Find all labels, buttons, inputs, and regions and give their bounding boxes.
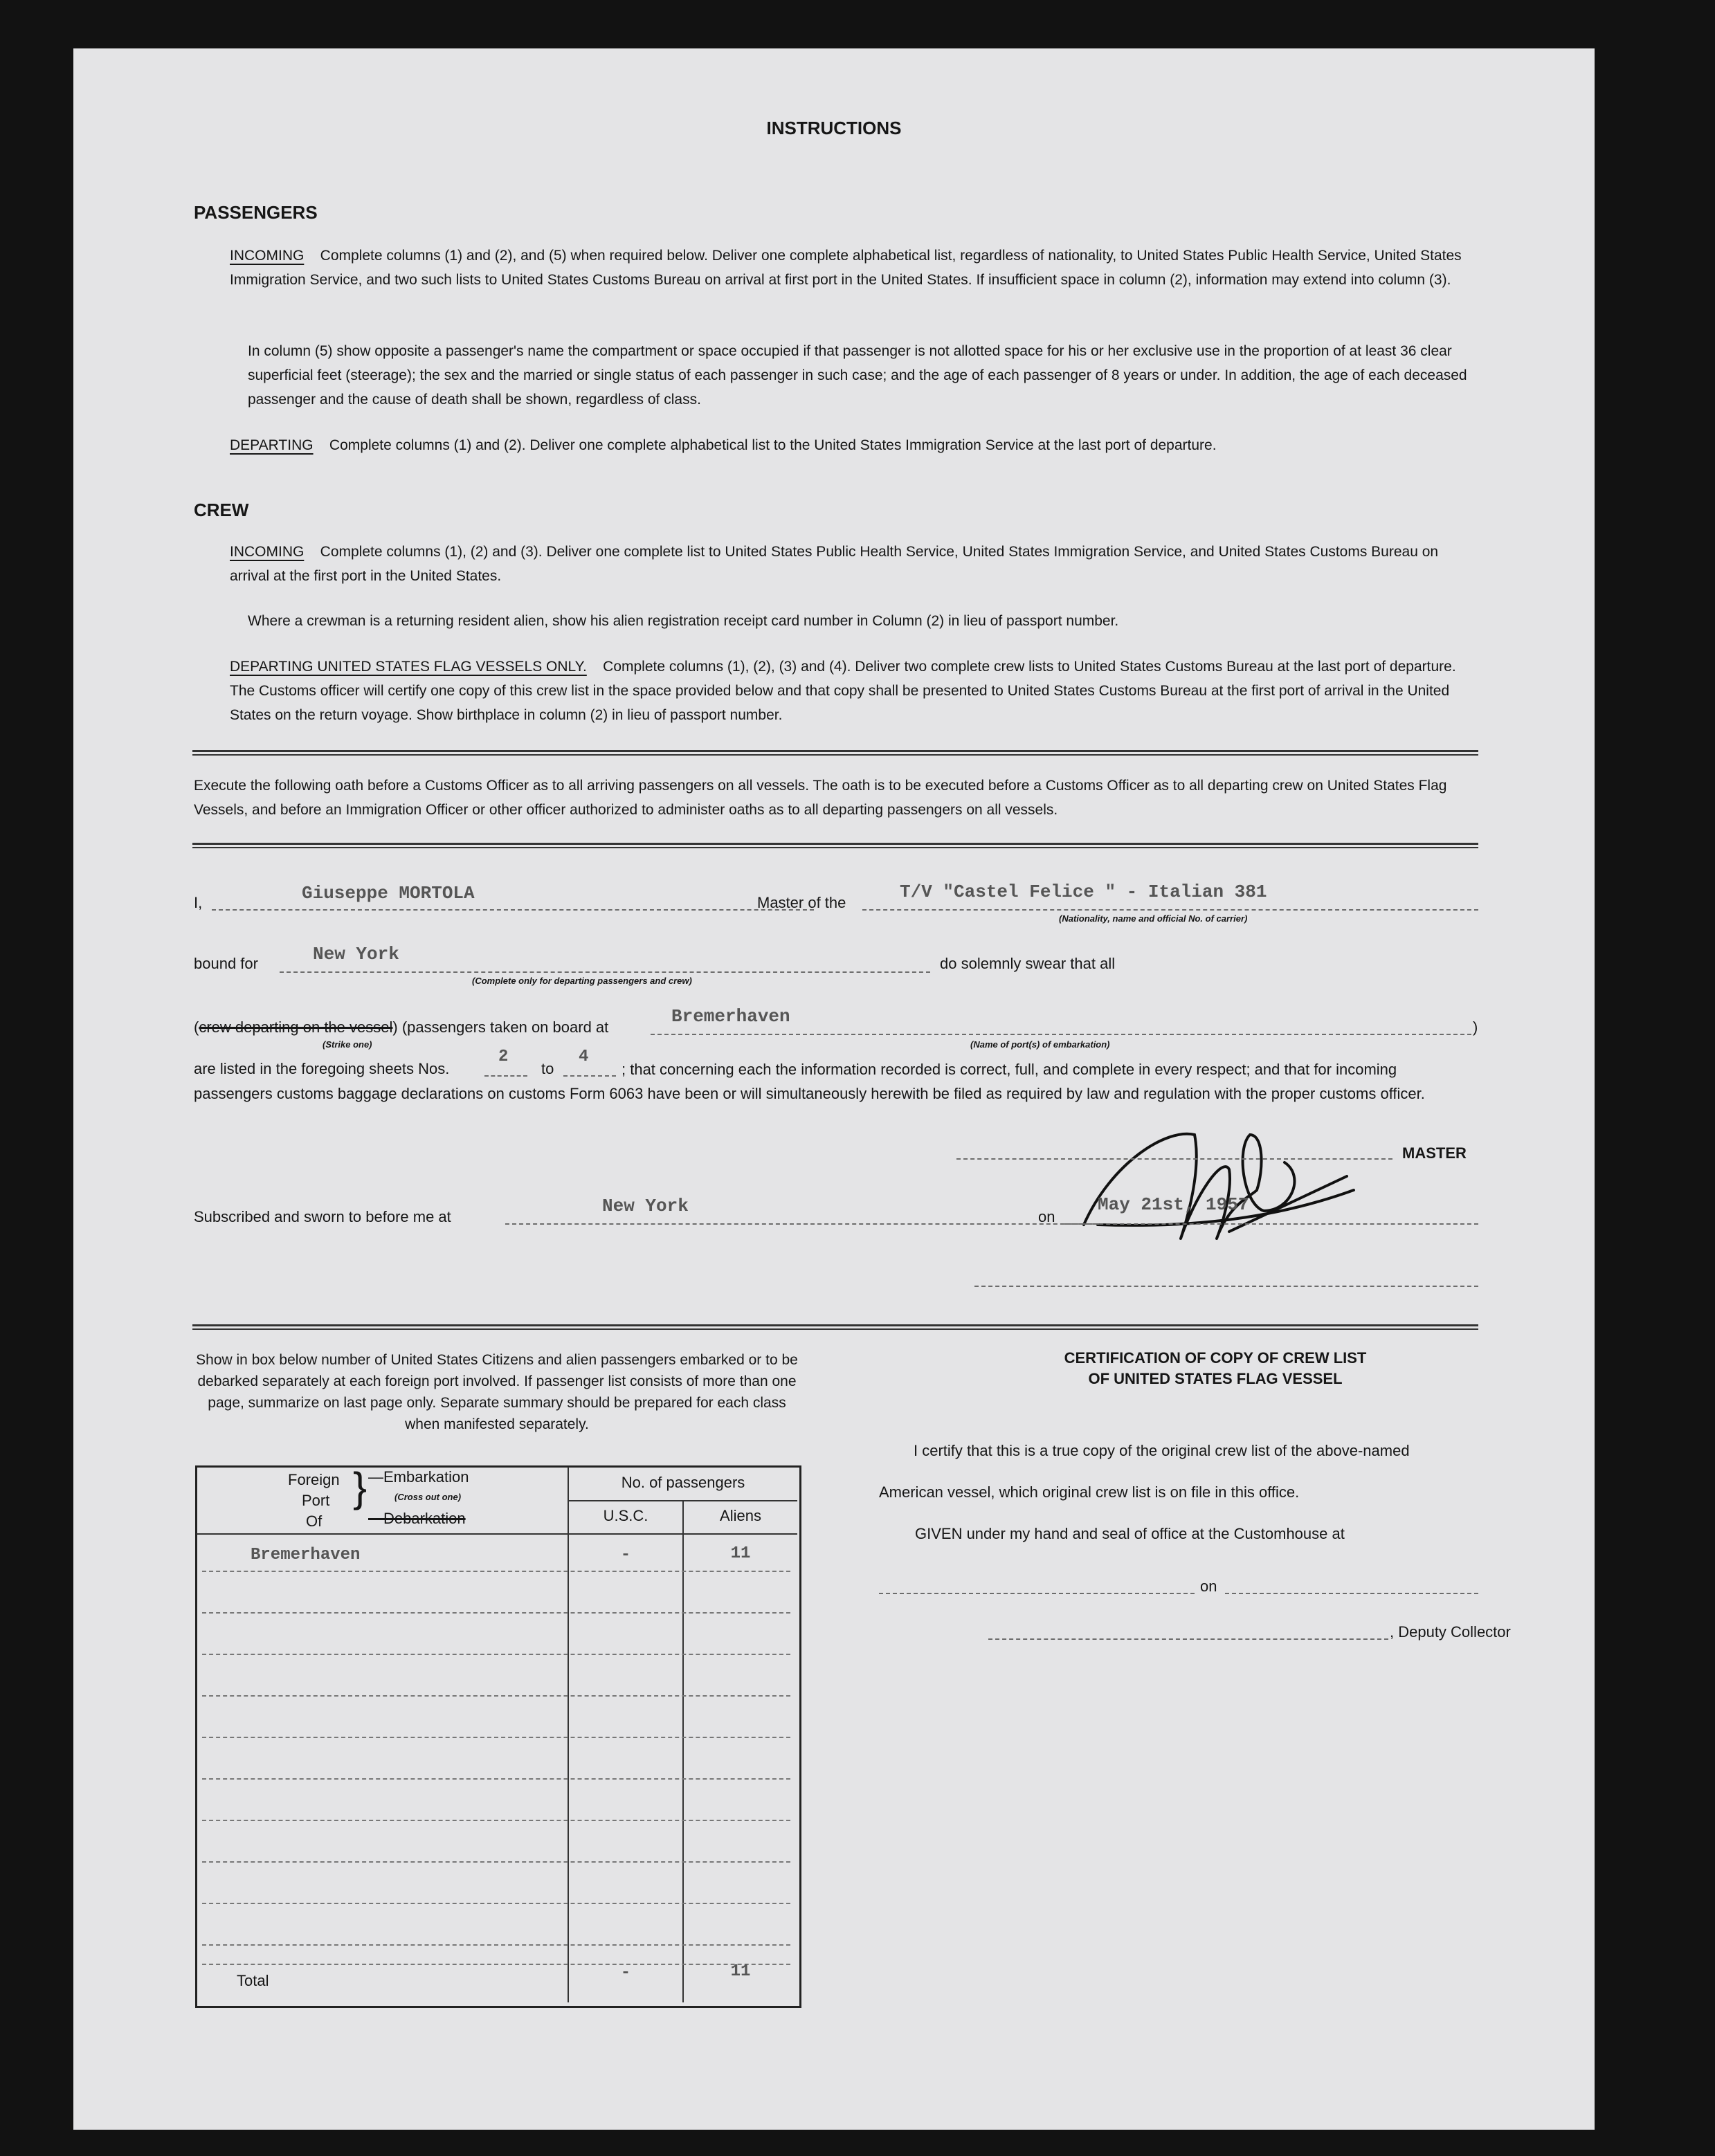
to-label: to bbox=[541, 1060, 554, 1077]
ports-note: (Name of port(s) of embarkation) bbox=[970, 1039, 1110, 1050]
crew-departing-label: DEPARTING UNITED STATES FLAG VESSELS ONLY. bbox=[230, 659, 587, 675]
master-signature bbox=[1056, 1086, 1416, 1266]
sworn-place-value: New York bbox=[602, 1196, 689, 1216]
summary-port: Port bbox=[302, 1492, 330, 1509]
master-label: MASTER bbox=[1402, 1144, 1467, 1162]
summary-subheader-line bbox=[569, 1500, 797, 1501]
certification-line-1: I certify that this is a true copy of the original crew list of the above-named bbox=[914, 1442, 1410, 1459]
sworn-date-line bbox=[1064, 1223, 1478, 1225]
summary-total-aliens: 11 bbox=[730, 1962, 751, 1981]
divider-1 bbox=[192, 750, 1478, 756]
master-signature-line bbox=[956, 1158, 1392, 1160]
summary-row-line bbox=[202, 1903, 790, 1904]
strike-note: (Strike one) bbox=[323, 1039, 372, 1050]
embark-port-line bbox=[651, 1034, 1471, 1035]
summary-usc-header: U.S.C. bbox=[603, 1507, 648, 1524]
summary-debarkation: —Debarkation bbox=[368, 1510, 466, 1527]
certification-date-line bbox=[1225, 1593, 1478, 1594]
bound-note: (Complete only for departing passengers and crew) bbox=[472, 976, 692, 986]
sheet-to-value: 4 bbox=[579, 1048, 589, 1066]
certification-line-3: GIVEN under my hand and seal of office at the Customhouse at bbox=[915, 1525, 1345, 1542]
crew-departing-text: Complete columns (1), (2), (3) and (4). Deliver two complete crew lists to United States Customs Bureau at the last port of departure. The Customs officer will certify one copy of this crew list in the space provided below and that copy shall be presented to United States Customs Bureau at the first port of arrival in the United States on the return voyage. Show birthplace in column (2) in lieu of passport number. bbox=[230, 659, 1456, 723]
summary-instruction: Show in box below number of United States Citizens and alien passengers embarked or to be debarked separately at each foreign port involved. If passenger list consists of more than one page, summarize on last page only. Separate summary should be prepared for each class when manifested separately. bbox=[196, 1352, 798, 1432]
oath-i-label: I, bbox=[194, 894, 203, 911]
certification-line-2: American vessel, which original crew list is on file in this office. bbox=[879, 1483, 1300, 1501]
passengers-incoming-text: Complete columns (1) and (2), and (5) when required below. Deliver one complete alphabetical list, regardless of nationality, to United States Public Health Service, United States Immigration Service, and two such lists to United States Customs Bureau on arrival at first port in the United States. If insufficient space in column (2), information may extend into column (3). bbox=[230, 248, 1462, 288]
passengers-incoming-label: INCOMING bbox=[230, 248, 305, 264]
crew-incoming bbox=[230, 540, 1478, 588]
document-page bbox=[73, 48, 1595, 2130]
sworn-date-value: May 21st, 1957 bbox=[1098, 1194, 1249, 1215]
bound-for-value: New York bbox=[313, 944, 399, 965]
crew-departing bbox=[230, 655, 1478, 727]
passengers-departing-text: Complete columns (1) and (2). Deliver one complete alphabetical list to the United States Immigration Service at the last port of departure. bbox=[329, 437, 1217, 453]
deputy-collector-label: , Deputy Collector bbox=[1390, 1623, 1511, 1641]
sworn-place-line bbox=[505, 1223, 1099, 1225]
summary-aliens-header: Aliens bbox=[720, 1507, 761, 1524]
deputy-signature-line bbox=[988, 1638, 1388, 1640]
summary-row-line bbox=[202, 1612, 790, 1614]
passengers-heading: PASSENGERS bbox=[194, 202, 318, 223]
summary-no-passengers: No. of passengers bbox=[621, 1474, 745, 1491]
sheet-from-value: 2 bbox=[498, 1048, 509, 1066]
crew-passengers-line: (crew departing on the vessel) (passengers taken on board at bbox=[194, 1018, 609, 1036]
divider-3 bbox=[192, 1324, 1478, 1330]
close-paren: ) bbox=[1473, 1018, 1478, 1036]
summary-row-line bbox=[202, 1778, 790, 1780]
bound-for-line bbox=[280, 971, 930, 973]
crew-heading: CREW bbox=[194, 500, 249, 520]
oath-instruction: Execute the following oath before a Customs Officer as to all arriving passengers on all vessels. The oath is to be executed before a Customs Officer as to all departing crew on United States Flag Vessels, and before an Immigration Officer or other officer authorized to administer oaths as to all departing passengers on all vessels. bbox=[194, 778, 1447, 818]
customhouse-line bbox=[879, 1593, 1195, 1594]
summary-brace: } bbox=[353, 1464, 368, 1510]
summary-col-divider-2 bbox=[682, 1500, 684, 2002]
crew-incoming-text: Complete columns (1), (2) and (3). Deliver one complete list to United States Public Health Service, United States Immigration Service, and United States Customs Bureau on arrival at the first port in the United States. bbox=[230, 544, 1439, 584]
bound-for-label: bound for bbox=[194, 955, 258, 972]
master-of-label: Master of the bbox=[757, 894, 846, 911]
swear-label: do solemnly swear that all bbox=[940, 955, 1116, 972]
summary-total-usc: - bbox=[620, 1964, 631, 1982]
summary-row-port: Bremerhaven bbox=[251, 1546, 361, 1564]
vessel-line bbox=[862, 909, 1478, 911]
vessel-note: (Nationality, name and official No. of carrier) bbox=[1059, 913, 1248, 924]
passengers-incoming bbox=[230, 244, 1478, 292]
divider-2 bbox=[192, 843, 1478, 848]
on-label: on bbox=[1038, 1208, 1055, 1225]
master-name-line bbox=[212, 909, 814, 911]
master-name-value: Giuseppe MORTOLA bbox=[302, 883, 475, 904]
summary-header-line bbox=[197, 1533, 797, 1535]
subscribed-label: Subscribed and sworn to before me at bbox=[194, 1208, 451, 1225]
crew-incoming-label: INCOMING bbox=[230, 544, 305, 560]
summary-row-usc: - bbox=[620, 1546, 631, 1564]
crew-strike-text: crew departing on the vessel bbox=[199, 1018, 393, 1036]
passengers-column5: In column (5) show opposite a passenger's name the compartment or space occupied if that passenger is not allotted space for his or her exclusive use in the proportion of at least 36 clear superficial feet (steerage); the sex and the married or single status of each passenger in such case; and the age of each passenger of 8 years or under. In addition, the age of each deceased passenger and the cause of death shall be shown, regardless of class. bbox=[248, 343, 1467, 408]
summary-row-line bbox=[202, 1654, 790, 1655]
certification-title-2: OF UNITED STATES FLAG VESSEL bbox=[1088, 1370, 1343, 1387]
crew-resident-note: Where a crewman is a returning resident alien, show his alien registration receipt card number in Column (2) in lieu of passport number. bbox=[248, 613, 1119, 629]
summary-row-line bbox=[202, 1820, 790, 1821]
summary-row-line bbox=[202, 1695, 790, 1697]
certification-on-label: on bbox=[1200, 1578, 1217, 1595]
listed-label: are listed in the foregoing sheets Nos. bbox=[194, 1060, 450, 1077]
passengers-taken-label: (passengers taken on board at bbox=[401, 1018, 609, 1036]
listed-text: ; that concerning each the information recorded is correct, full, and complete in every respect; and that for incoming passengers customs baggage declarations on customs Form 6063 have been or will simultaneously herewith be filed as required by law and regulation with the proper customs officer. bbox=[194, 1061, 1425, 1102]
summary-cross-note: (Cross out one) bbox=[394, 1492, 462, 1502]
summary-foreign: Foreign bbox=[288, 1471, 340, 1488]
page-title: INSTRUCTIONS bbox=[766, 118, 902, 138]
certification-title-1: CERTIFICATION OF COPY OF CREW LIST bbox=[1064, 1349, 1367, 1367]
summary-total-label: Total bbox=[237, 1972, 269, 1989]
vessel-value: T/V "Castel Felice " - Italian 381 bbox=[900, 881, 1267, 902]
summary-embarkation: —Embarkation bbox=[368, 1468, 469, 1486]
summary-of: Of bbox=[306, 1513, 323, 1530]
summary-row-line bbox=[202, 1861, 790, 1863]
passengers-departing bbox=[230, 433, 1478, 457]
summary-row-line bbox=[202, 1944, 790, 1946]
summary-row-line bbox=[202, 1571, 790, 1572]
officer-signature-line bbox=[974, 1286, 1478, 1287]
summary-row-line bbox=[202, 1737, 790, 1738]
passengers-departing-label: DEPARTING bbox=[230, 437, 314, 453]
embark-port-value: Bremerhaven bbox=[671, 1006, 790, 1027]
summary-row-aliens: 11 bbox=[730, 1544, 751, 1563]
